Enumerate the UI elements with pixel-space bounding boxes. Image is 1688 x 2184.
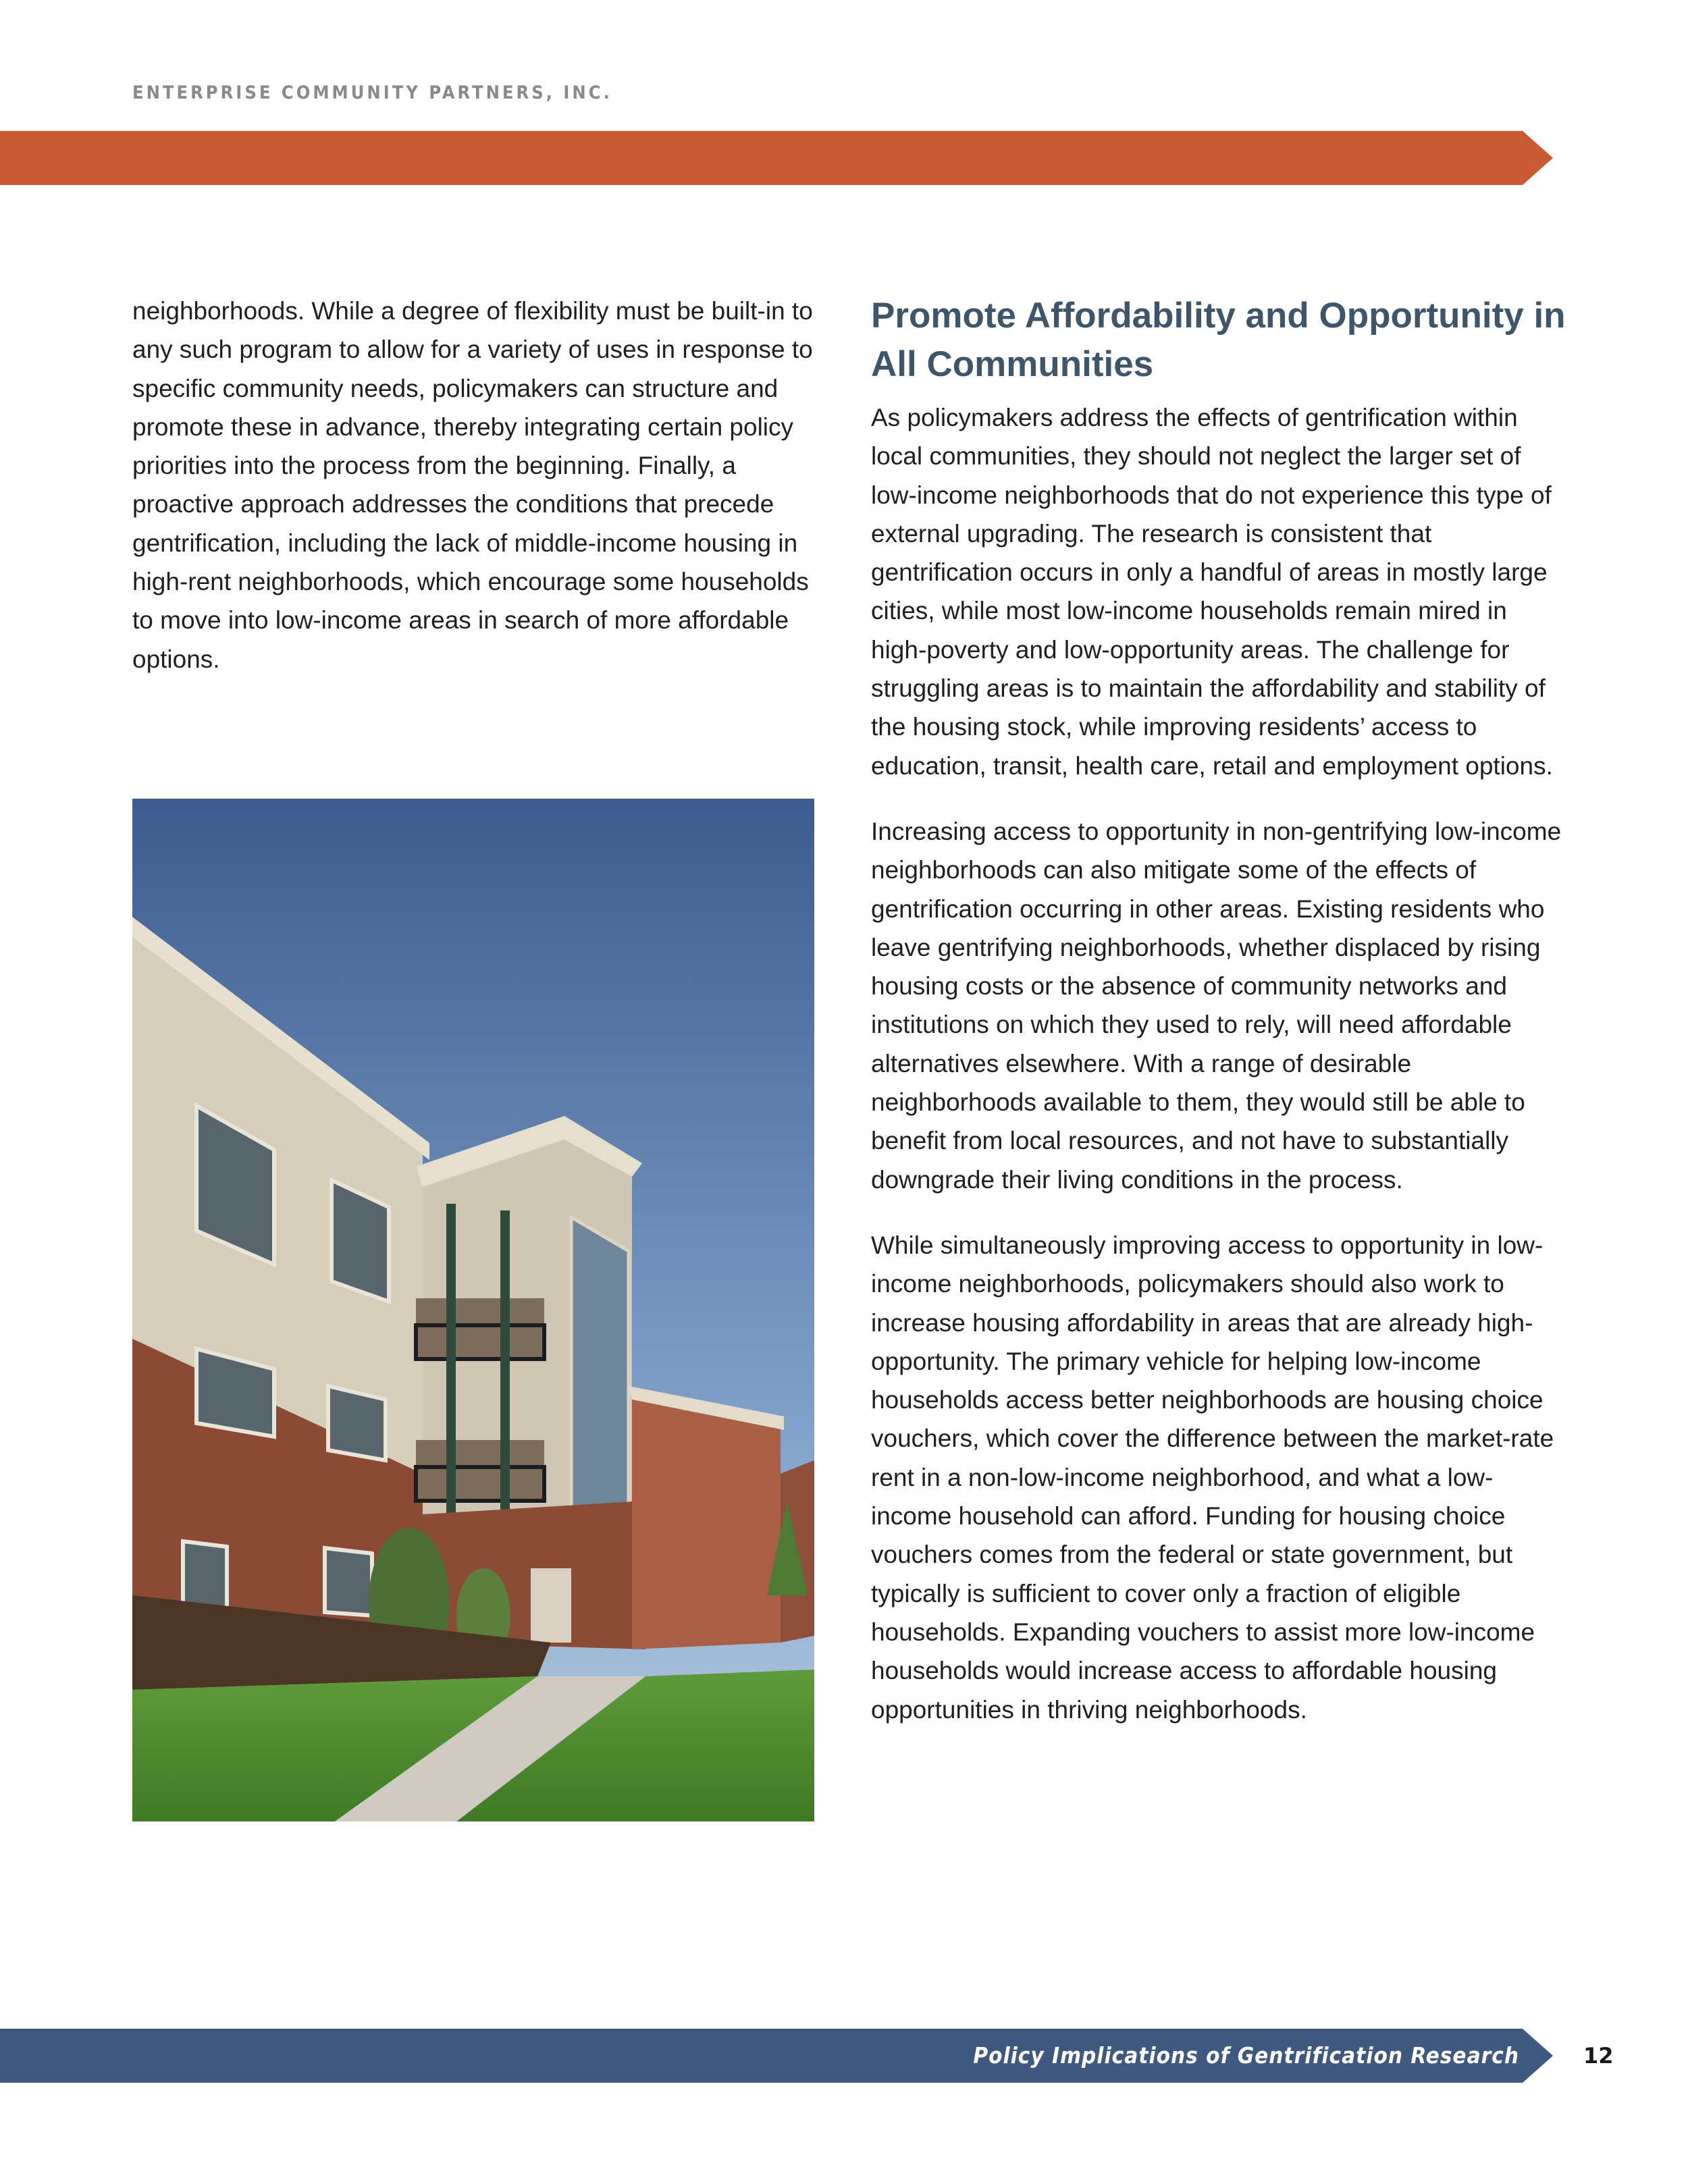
building-photo: [132, 799, 814, 1821]
body-paragraph-1: As policymakers address the effects of gentrification within local communities, they should not neglect the larger set of low-income neighborhoods that do not experience this type of external upgrading. The research is consistent that gentrification occurs in only a handful of areas in mostly large cities, while most low-income households remain mired in high-poverty and low-opportunity areas. The challenge for struggling areas is to maintain the affordability and stability of the housing stock, while improving residents’ access to education, transit, health care, retail and employment options.: [871, 404, 1553, 780]
left-column: [132, 292, 814, 678]
right-column: [871, 292, 1566, 1756]
body-paragraph-3: While simultaneously improving access to opportunity in low-income neighborhoods, policymakers should also work to increase housing affordability in areas that are already high-opportunity. The primary vehicle for helping low-income households access better neighborhoods are housing choice vouchers, which cover the difference between the market-rate rent in a non-low-income neighborhood, and what a low-income household can afford. Funding for housing choice vouchers comes from the federal or state government, but typically is sufficient to cover only a fraction of eligible households. Expanding vouchers to assist more low-income households would increase access to affordable housing opportunities in thriving neighborhoods.: [871, 1231, 1554, 1724]
page-number: 12: [1583, 2043, 1614, 2069]
left-paragraph: neighborhoods. While a degree of flexibility must be built-in to any such program to allow for a variety of uses in response to specific community needs, policymakers can structure and promote these in advance, thereby integrating certain policy priorities into the process from the beginning. Finally, a proactive approach addresses the conditions that precede gentrification, including the lack of middle-income housing in high-rent neighborhoods, which encourage some households to move into low-income areas in search of more affordable options.: [132, 297, 813, 673]
body-paragraph-2: Increasing access to opportunity in non-gentrifying low-income neighborhoods can also mitigate some of the effects of gentrification occurring in other areas. Existing residents who leave gentrifying neighborhoods, whether displaced by rising housing costs or the absence of community networks and institutions on which they used to rely, will need affordable alternatives elsewhere. With a range of desirable neighborhoods available to them, they would still be able to benefit from local resources, and not have to substantially downgrade their living conditions in the process.: [871, 817, 1562, 1194]
apartment-building-illustration: [132, 799, 814, 1821]
footer-document-title: Policy Implications of Gentrification Research: [973, 2042, 1519, 2069]
right-building: [632, 1393, 781, 1649]
top-banner-arrow: [0, 131, 1553, 185]
organization-header: ENTERPRISE COMMUNITY PARTNERS, INC.: [132, 82, 612, 103]
section-heading: Promote Affordability and Opportunity in All Communities: [871, 296, 1566, 384]
entry-door: [531, 1568, 571, 1643]
top-accent-banner: [0, 131, 1553, 185]
